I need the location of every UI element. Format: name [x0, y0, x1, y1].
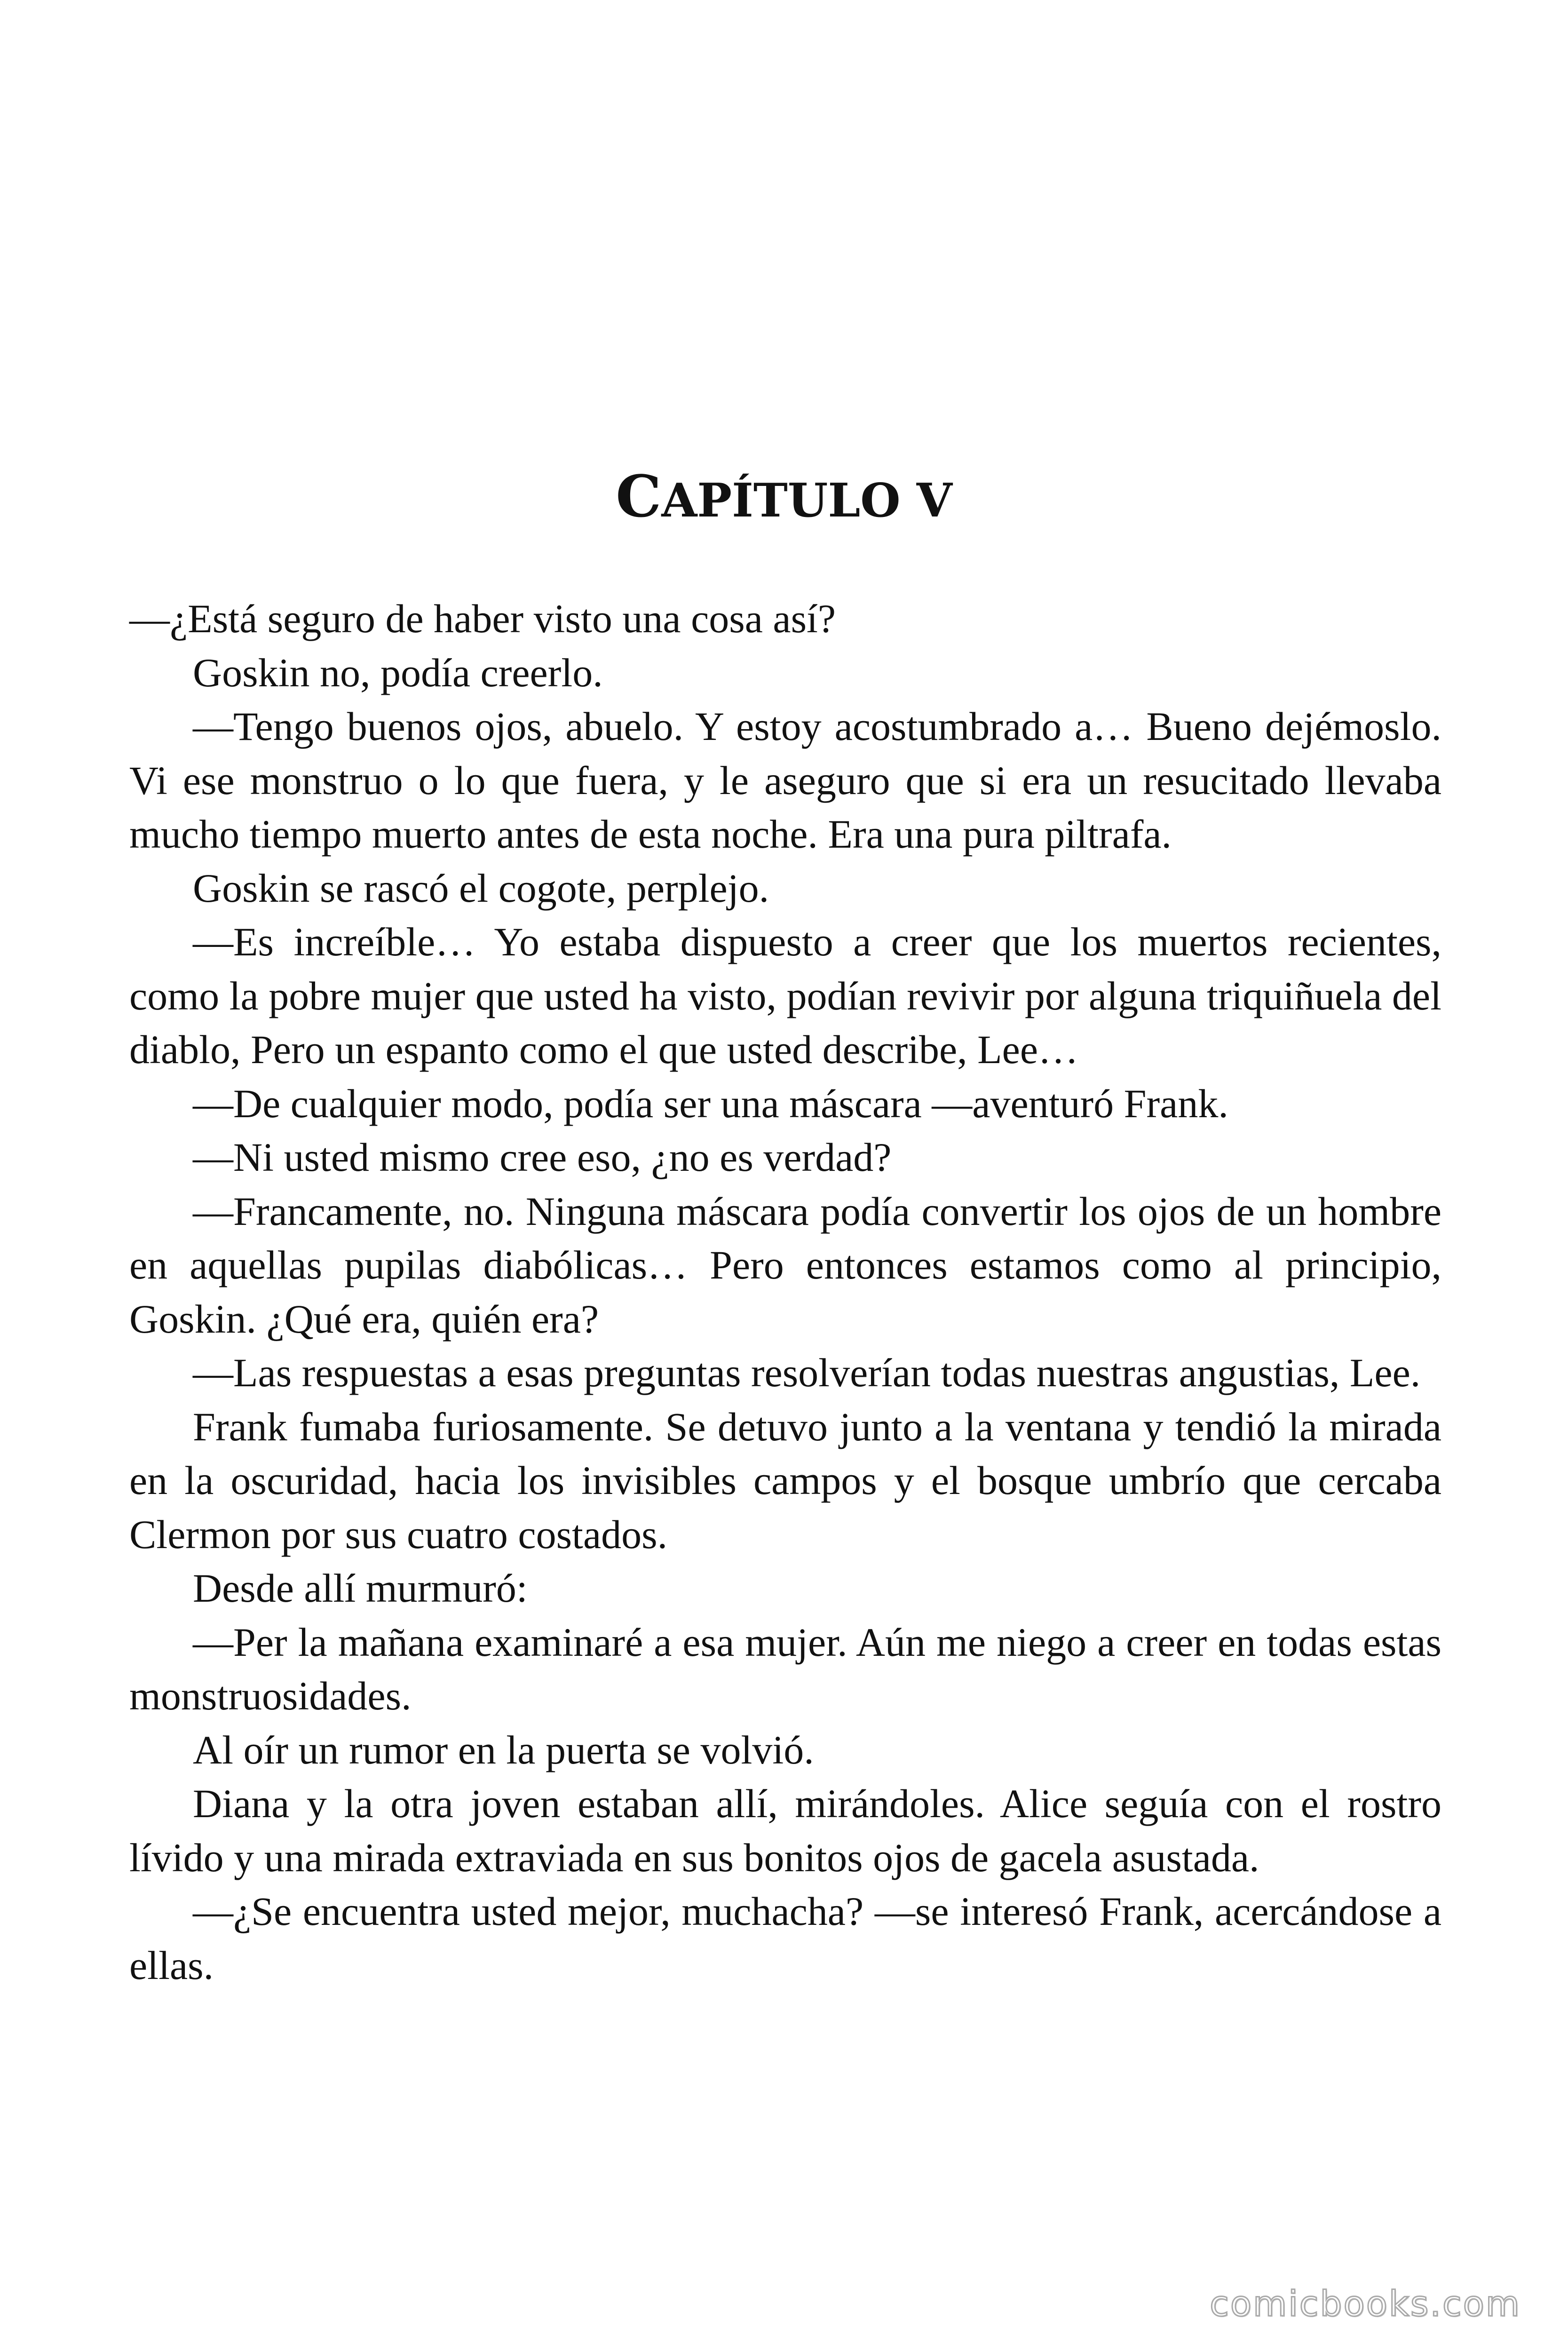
paragraph: —¿Está seguro de haber visto una cosa así?: [129, 596, 836, 641]
paragraph: —De cualquier modo, podía ser una máscara —aventuró Frank.: [193, 1081, 1228, 1126]
paragraph: —Las respuestas a esas preguntas resolverían todas nuestras angustias, Lee.: [193, 1350, 1421, 1395]
chapter-body: [129, 592, 1441, 1992]
watermark: comicbooks.com: [1210, 2284, 1521, 2324]
paragraph: Frank fumaba furiosamente. Se detuvo junto a la ventana y tendió la mirada en la oscuridad, hacia los invisibles campos y el bosque umbrío que cercaba Clermon por sus cuatro costados.: [129, 1404, 1441, 1557]
paragraph: —Francamente, no. Ninguna máscara podía convertir los ojos de un hombre en aquellas pupilas diabólicas… Pero entonces estamos como al principio, Goskin. ¿Qué era, quién era?: [129, 1188, 1441, 1342]
paragraph: —Tengo buenos ojos, abuelo. Y estoy acostumbrado a… Bueno dejémoslo. Vi ese monstruo o lo que fuera, y le aseguro que si era un resucitado llevaba mucho tiempo muerto antes de esta noche. Era una pura piltrafa.: [129, 704, 1441, 857]
paragraph: Goskin no, podía creerlo.: [193, 650, 603, 695]
paragraph: Al oír un rumor en la puerta se volvió.: [193, 1727, 814, 1772]
chapter-title: [0, 463, 1568, 534]
paragraph: —Es increíble… Yo estaba dispuesto a creer que los muertos recientes, como la pobre mujer que usted ha visto, podían revivir por alguna triquiñuela del diablo, Pero un espanto como el que usted describe, Lee…: [129, 919, 1441, 1072]
chapter-title-initial: C: [616, 462, 662, 530]
paragraph: —Ni usted mismo cree eso, ¿no es verdad?: [193, 1135, 892, 1180]
chapter-title-rest: APÍTULO V: [661, 474, 952, 528]
paragraph: Goskin se rascó el cogote, perplejo.: [193, 865, 769, 911]
paragraph: —Per la mañana examinaré a esa mujer. Aún me niego a creer en todas estas monstruosidades.: [129, 1619, 1441, 1718]
paragraph: Desde allí murmuró:: [193, 1565, 528, 1611]
paragraph: Diana y la otra joven estaban allí, mirándoles. Alice seguía con el rostro lívido y una mirada extraviada en sus bonitos ojos de gacela asustada.: [129, 1781, 1441, 1880]
paragraph: —¿Se encuentra usted mejor, muchacha? —se interesó Frank, acercándose a ellas.: [129, 1889, 1441, 1988]
